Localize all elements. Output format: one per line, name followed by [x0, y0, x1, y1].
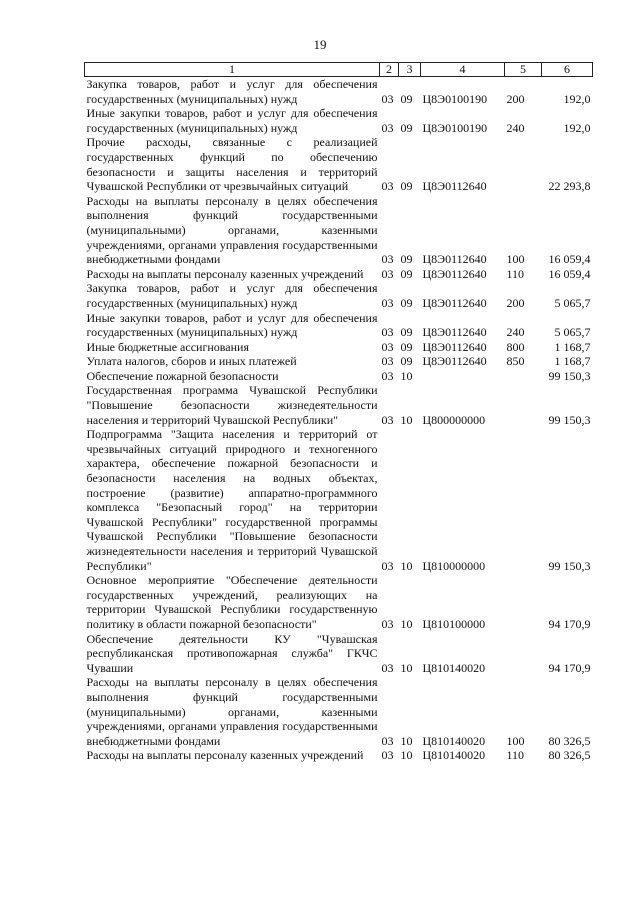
row-section: 03 — [381, 733, 394, 748]
row-expense-type: 200 — [506, 91, 525, 106]
row-target-article: Ц8Э0112640 — [422, 266, 487, 281]
table-row — [85, 632, 593, 676]
row-subsection: 09 — [400, 179, 413, 194]
row-target-article: Ц810140020 — [422, 733, 486, 748]
row-expense-type: 110 — [506, 266, 525, 281]
row-section: 03 — [381, 616, 394, 631]
row-name: Иные бюджетные ассигнования — [86, 339, 249, 354]
row-expense-type: 110 — [506, 748, 525, 763]
row-subsection: 09 — [400, 339, 413, 354]
row-amount: 5 065,7 — [554, 325, 591, 340]
row-expense-type — [505, 573, 542, 631]
row-amount: 192,0 — [563, 120, 591, 135]
row-target-article: Ц8Э0100190 — [422, 120, 488, 135]
row-amount: 94 170,9 — [548, 616, 591, 631]
row-name: Уплата налогов, сборов и иных платежей — [86, 354, 297, 369]
row-expense-type: 240 — [506, 120, 525, 135]
row-expense-type: 800 — [506, 339, 525, 354]
row-subsection: 09 — [400, 252, 413, 267]
row-target-article: Ц810100000 — [422, 616, 486, 631]
row-subsection: 10 — [400, 368, 413, 383]
row-name: Основное мероприятие "Обеспечение деятельности государственных учреждений, реализующих на территории Чувашской Республики государственную политику в области пожарной безопасности" — [86, 573, 378, 631]
row-subsection: 09 — [400, 295, 413, 310]
row-section: 03 — [381, 252, 394, 267]
table-row — [85, 573, 593, 631]
table-row — [85, 311, 593, 340]
row-subsection: 09 — [400, 266, 413, 281]
row-target-article: Ц8Э0112640 — [422, 325, 487, 340]
row-expense-type — [505, 369, 542, 384]
row-amount: 99 150,3 — [548, 558, 591, 573]
row-subsection: 09 — [400, 325, 413, 340]
row-amount: 80 326,5 — [548, 733, 591, 748]
row-subsection: 10 — [400, 412, 413, 427]
header-col-4: 4 — [421, 63, 505, 77]
table-row — [85, 267, 593, 282]
row-section: 03 — [381, 266, 394, 281]
row-amount: 80 326,5 — [548, 748, 591, 763]
table-row — [85, 383, 593, 427]
table-body — [85, 77, 593, 763]
row-amount: 94 170,9 — [548, 660, 591, 675]
row-section: 03 — [381, 91, 394, 106]
row-section: 03 — [381, 339, 394, 354]
row-name: Расходы на выплаты персоналу в целях обеспечения выполнения функций государственными (муниципальными) органами, казенными учреждениями, органами управления государственными внебюджетными фондами — [86, 193, 378, 267]
row-section: 03 — [381, 120, 394, 135]
row-target-article — [421, 369, 505, 384]
row-target-article: Ц8Э0112640 — [422, 252, 487, 267]
row-section: 03 — [381, 325, 394, 340]
row-subsection: 09 — [400, 120, 413, 135]
table-row — [85, 281, 593, 310]
row-target-article: Ц8Э0112640 — [422, 179, 487, 194]
row-name: Расходы на выплаты персоналу казенных учреждений — [86, 266, 364, 281]
row-subsection: 09 — [400, 91, 413, 106]
row-name: Государственная программа Чувашской Республики "Повышение безопасности жизнедеятельности населения и территорий Чувашской Республики" — [86, 383, 378, 427]
row-target-article: Ц8Э0100190 — [422, 91, 488, 106]
row-amount: 5 065,7 — [554, 295, 591, 310]
table-row — [85, 675, 593, 748]
header-col-6: 6 — [542, 63, 593, 77]
header-col-5: 5 — [505, 63, 542, 77]
row-name: Прочие расходы, связанные с реализацией государственных функций по обеспечению безопасности и защиты населения и территорий Чувашской Республики от чрезвычайных ситуаций — [86, 135, 378, 194]
row-expense-type: 200 — [506, 295, 525, 310]
row-section: 03 — [381, 558, 394, 573]
row-name: Иные закупки товаров, работ и услуг для обеспечения государственных (муниципальных) нужд — [86, 106, 378, 135]
row-subsection: 10 — [400, 733, 413, 748]
row-expense-type — [505, 632, 542, 676]
row-target-article: Ц810140020 — [422, 660, 486, 675]
row-target-article: Ц8Э0112640 — [422, 339, 487, 354]
row-name: Обеспечение деятельности КУ "Чувашская республиканская противопожарная служба" ГКЧС Чувашии — [86, 631, 378, 675]
table-row — [85, 748, 593, 763]
row-target-article: Ц810140020 — [422, 748, 486, 763]
row-amount: 1 168,7 — [554, 354, 591, 369]
row-subsection: 09 — [400, 354, 413, 369]
row-subsection: 10 — [400, 616, 413, 631]
row-name: Подпрограмма "Защита населения и территорий от чрезвычайных ситуаций природного и техногенного характера, обеспечение пожарной безопасности и безопасности населения на водных объектах, построение (развитие) аппаратно-программного комплекса "Безопасный город" на территории Чувашской Республики" государственной программы Чувашской Республики "Повышение безопасности жизнедеятельности населения и территорий Чувашской Республики" — [86, 427, 378, 573]
row-section: 03 — [381, 179, 394, 194]
row-subsection: 10 — [400, 660, 413, 675]
row-amount: 99 150,3 — [548, 412, 591, 427]
row-target-article: Ц810000000 — [422, 558, 486, 573]
row-expense-type — [505, 135, 542, 193]
table-row — [85, 369, 593, 384]
row-target-article: Ц800000000 — [422, 412, 486, 427]
row-amount: 22 293,8 — [548, 179, 591, 194]
row-expense-type: 240 — [506, 325, 525, 340]
row-amount: 192,0 — [563, 91, 591, 106]
row-amount: 16 059,4 — [548, 266, 591, 281]
table-row — [85, 135, 593, 193]
header-row — [85, 63, 593, 77]
table-row — [85, 194, 593, 267]
table-row — [85, 354, 593, 369]
row-name: Расходы на выплаты персоналу в целях обеспечения выполнения функций государственными (муниципальными) органами, казенными учреждениями, органами управления государственными внебюджетными фондами — [86, 675, 378, 748]
header-col-1: 1 — [85, 63, 380, 77]
row-section: 03 — [381, 660, 394, 675]
row-amount: 1 168,7 — [554, 339, 591, 354]
row-section: 03 — [381, 412, 394, 427]
row-name: Обеспечение пожарной безопасности — [86, 368, 279, 383]
row-section: 03 — [381, 748, 394, 763]
row-subsection: 10 — [400, 558, 413, 573]
row-section: 03 — [381, 295, 394, 310]
row-name: Закупка товаров, работ и услуг для обеспечения государственных (муниципальных) нужд — [86, 281, 378, 310]
row-expense-type — [505, 427, 542, 573]
row-subsection: 10 — [400, 748, 413, 763]
table-row — [85, 340, 593, 355]
row-expense-type: 100 — [506, 252, 525, 267]
row-target-article: Ц8Э0112640 — [422, 295, 487, 310]
row-name: Иные закупки товаров, работ и услуг для обеспечения государственных (муниципальных) нужд — [86, 310, 378, 340]
row-target-article: Ц8Э0112640 — [422, 354, 487, 369]
table-row — [85, 77, 593, 107]
header-col-3: 3 — [399, 63, 421, 77]
page-number: 19 — [313, 37, 327, 52]
row-expense-type: 850 — [506, 354, 525, 369]
header-col-2: 2 — [380, 63, 399, 77]
row-section: 03 — [381, 368, 394, 383]
row-expense-type — [505, 383, 542, 427]
table-row — [85, 106, 593, 135]
row-name: Закупка товаров, работ и услуг для обеспечения государственных (муниципальных) нужд — [86, 77, 378, 106]
row-amount: 99 150,3 — [548, 368, 591, 383]
row-amount: 16 059,4 — [548, 252, 591, 267]
row-section: 03 — [381, 354, 394, 369]
row-expense-type: 100 — [506, 733, 525, 748]
table-row — [85, 427, 593, 573]
row-name: Расходы на выплаты персоналу казенных учреждений — [86, 748, 364, 763]
budget-table — [84, 62, 593, 763]
